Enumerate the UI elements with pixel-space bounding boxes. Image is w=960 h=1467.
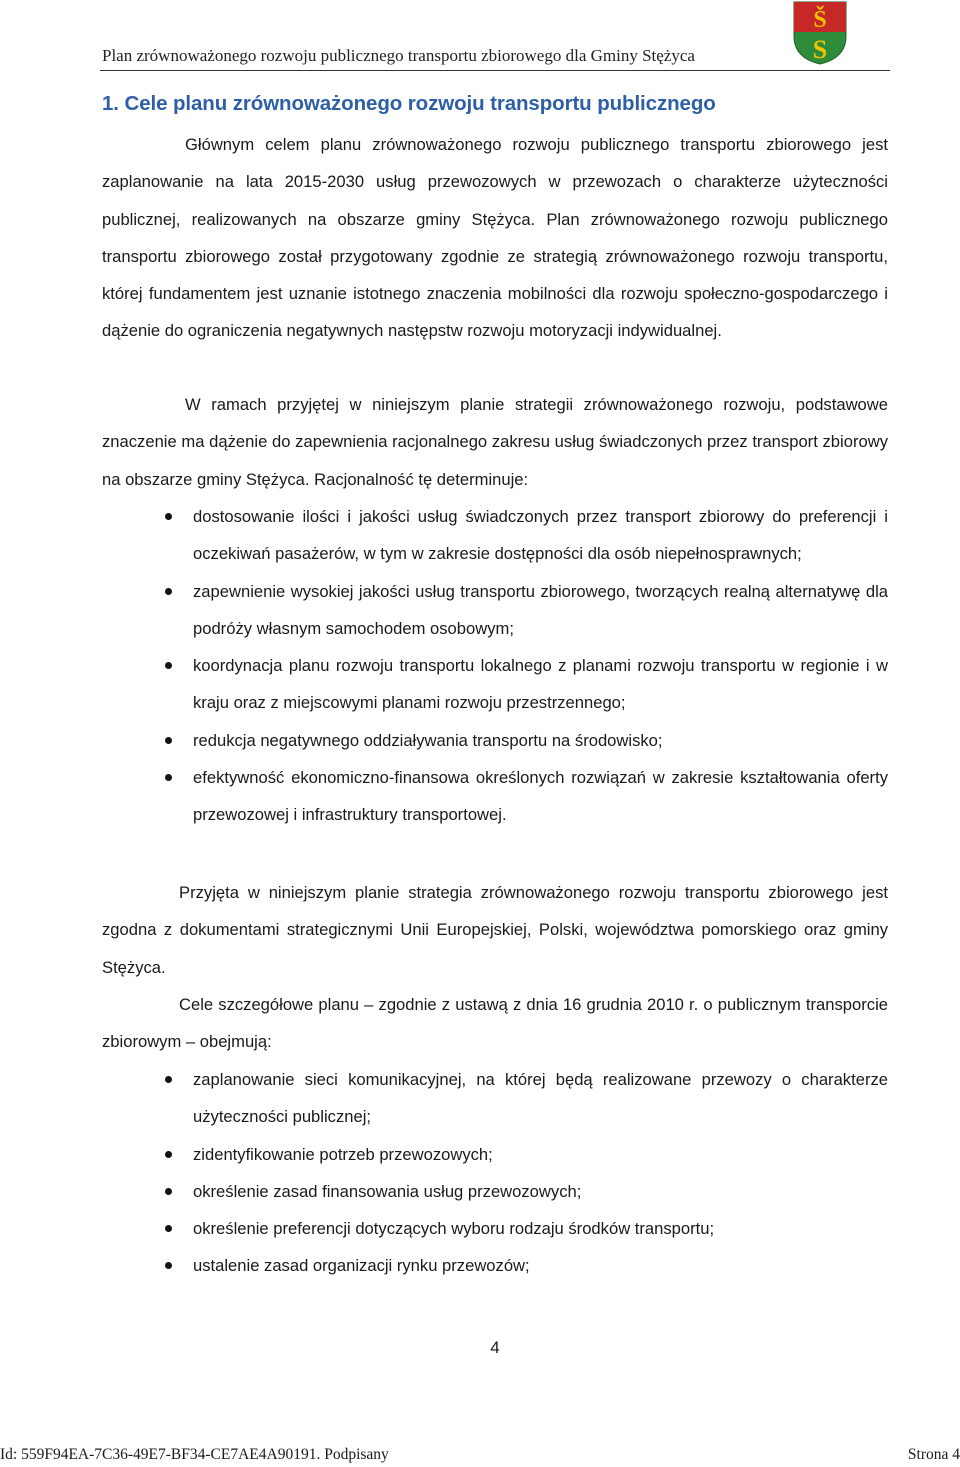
list-item: zaplanowanie sieci komunikacyjnej, na której będą realizowane przewozy o charakterze użyteczności publicznej; <box>102 1061 888 1136</box>
bullet-icon <box>165 588 172 595</box>
section-heading: 1. Cele planu zrównoważonego rozwoju transportu publicznego <box>102 92 716 115</box>
municipality-crest-icon <box>790 0 850 66</box>
rationality-list <box>102 498 888 834</box>
header-divider <box>100 70 890 71</box>
bullet-icon <box>165 1151 172 1158</box>
list-item: redukcja negatywnego oddziaływania transportu na środowisko; <box>102 722 888 759</box>
list-item: koordynacja planu rozwoju transportu lokalnego z planami rozwoju transportu w regionie i w kraju oraz z miejscowymi planami rozwoju przestrzennego; <box>102 647 888 722</box>
svg-text:Š: Š <box>813 7 827 33</box>
list-item: zidentyfikowanie potrzeb przewozowych; <box>102 1136 888 1173</box>
bullet-icon <box>165 662 172 669</box>
list-item: określenie zasad finansowania usług przewozowych; <box>102 1173 888 1210</box>
header-title: Plan zrównoważonego rozwoju publicznego transportu zbiorowego dla Gminy Stężyca <box>102 46 695 65</box>
bullet-icon <box>165 774 172 781</box>
list-item: dostosowanie ilości i jakości usług świadczonych przez transport zbiorowy do preferencji i oczekiwań pasażerów, w tym w zakresie dostępności dla osób niepełnosprawnych; <box>102 498 888 573</box>
footer-page-label: Strona 4 <box>907 1446 960 1463</box>
bullet-icon <box>165 1262 172 1269</box>
page-number: 4 <box>490 1338 500 1357</box>
paragraph-detailed-goals: Cele szczegółowe planu – zgodnie z ustawą z dnia 16 grudnia 2010 r. o publicznym transporcie zbiorowym – obejmują: <box>102 995 888 1052</box>
bullet-icon <box>165 737 172 744</box>
paragraph-main-goal: Głównym celem planu zrównoważonego rozwoju publicznego transportu zbiorowego jest zaplanowanie na lata 2015-2030 usług przewozowych w przewozach o charakterze użyteczności publicznej, realizowanych na obszarze gminy Stężyca. Plan zrównoważonego rozwoju publicznego transportu zbiorowego został przygotowany zgodnie ze strategią zrównoważonego rozwoju transportu, której fundamentem jest uznanie istotnego znaczenia mobilności dla rozwoju społeczno-gospodarczego i dążenie do ograniczenia negatywnych następstw rozwoju motoryzacji indywidualnej. <box>102 135 888 341</box>
paragraph-strategy: W ramach przyjętej w niniejszym planie strategii zrównoważonego rozwoju, podstawowe znaczenie ma dążenie do zapewnienia racjonalnego zakresu usług świadczonych przez transport zbiorowy na obszarze gminy Stężyca. Racjonalność tę determinuje: <box>102 395 888 489</box>
list-item: efektywność ekonomiczno-finansowa określonych rozwiązań w zakresie kształtowania oferty przewozowej i infrastruktury transportowej. <box>102 759 888 834</box>
bullet-icon <box>165 1188 172 1195</box>
list-item: zapewnienie wysokiej jakości usług transportu zbiorowego, tworzących realną alternatywę dla podróży własnym samochodem osobowym; <box>102 573 888 648</box>
bullet-icon <box>165 1225 172 1232</box>
footer-document-id: Id: 559F94EA-7C36-49E7-BF34-CE7AE4A90191. Podpisany <box>0 1446 389 1463</box>
paragraph-compliance: Przyjęta w niniejszym planie strategia zrównoważonego rozwoju transportu zbiorowego jest zgodna z dokumentami strategicznymi Unii Europejskiej, Polski, województwa pomorskiego oraz gminy Stężyca. <box>102 883 888 977</box>
detailed-goals-list <box>102 1061 888 1285</box>
bullet-icon <box>165 1076 172 1083</box>
list-item: określenie preferencji dotyczących wyboru rodzaju środków transportu; <box>102 1210 888 1247</box>
svg-text:S: S <box>812 35 828 64</box>
list-item: ustalenie zasad organizacji rynku przewozów; <box>102 1247 888 1284</box>
bullet-icon <box>165 513 172 520</box>
